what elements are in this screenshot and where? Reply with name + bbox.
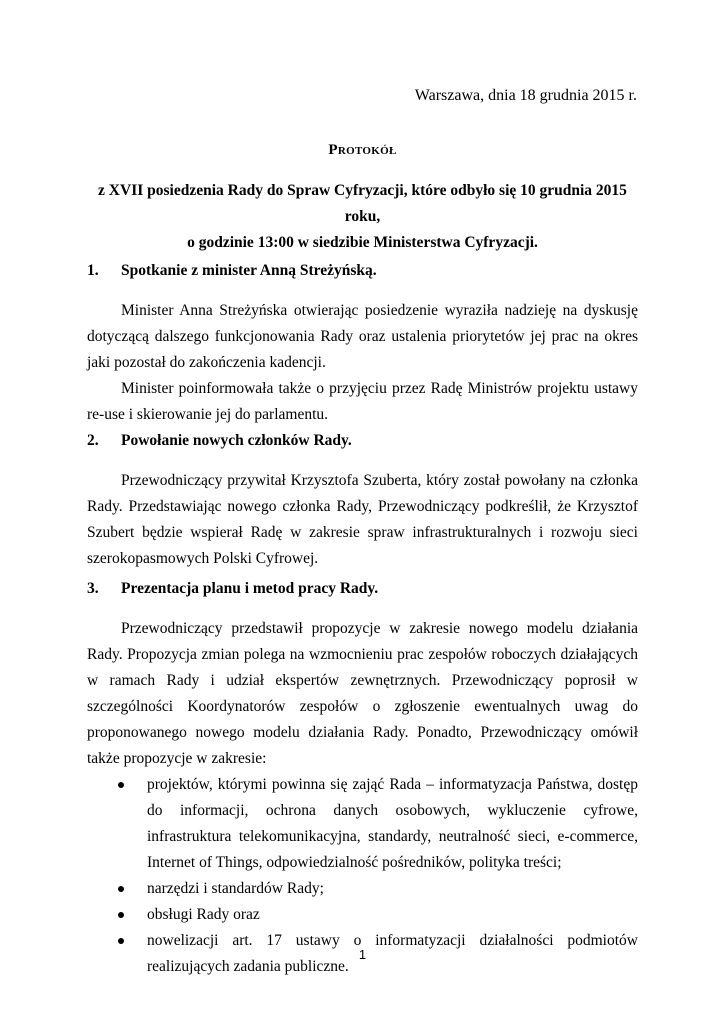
list-item-text: narzędzi i standardów Rady; (147, 880, 324, 897)
list-item (87, 902, 638, 928)
list-item-text: obsługi Rady oraz (147, 906, 260, 923)
section-1 (87, 258, 638, 428)
paragraph: Przewodniczący przedstawił propozycje w zakresie nowego modelu działania Rady. Propozycja zmian polega na wzmocnieniu prac zespołów roboczych działających w ramach Rady i udział ekspertów zewnętrznych. Przewodniczący poprosił w szczególności Koordynatorów zespołów o zgłoszenie ewentualnych uwag do proponowanego nowego modelu działania Rady. Ponadto, Przewodniczący omówił także propozycje w zakresie: (87, 620, 638, 767)
bullet-icon (118, 886, 124, 892)
list-item (87, 876, 638, 902)
section-title: Prezentacja planu i metod pracy Rady. (121, 580, 379, 597)
date-line: Warszawa, dnia 18 grudnia 2015 r. (414, 87, 637, 104)
section-3 (87, 576, 638, 980)
page-number: 1 (358, 947, 367, 962)
section-heading (87, 428, 638, 454)
bullet-icon (118, 912, 124, 918)
list-item-text: nowelizacji art. 17 ustawy o informatyzacji działalności podmiotów realizujących zadania publiczne. (147, 932, 638, 975)
bullet-icon (118, 782, 124, 788)
section-heading (87, 576, 638, 602)
section-title: Powołanie nowych członków Rady. (121, 432, 352, 449)
section-number: 3. (87, 580, 99, 597)
section-title: Spotkanie z minister Anną Streżyńską. (121, 262, 377, 279)
document-title: Protokół (328, 142, 397, 158)
paragraph: Minister Anna Streżyńska otwierając posiedzenie wyraziła nadzieję na dyskusję dotyczącą dalszego funkcjonowania Rady oraz ustalenia priorytetów jej prac na okres jaki pozostał do zakończenia kadencji. (87, 302, 638, 371)
document-subtitle (80, 178, 645, 256)
list-item (87, 772, 638, 876)
subtitle-line-1: z XVII posiedzenia Rady do Spraw Cyfryzacji, które odbyło się 10 grudnia 2015 roku, (98, 182, 627, 225)
paragraph: Minister poinformowała także o przyjęciu przez Radę Ministrów projektu ustawy re-use i skierowanie jej do parlamentu. (87, 380, 638, 423)
paragraph: Przewodniczący przywitał Krzysztofa Szuberta, który został powołany na członka Rady. Przedstawiając nowego członka Rady, Przewodniczący podkreślił, że Krzysztof Szubert będzie wspierał Radę w zakresie spraw infrastrukturalnych i rozwoju sieci szerokopasmowych Polski Cyfrowej. (87, 472, 638, 567)
subtitle-line-2: o godzinie 13:00 w siedzibie Ministerstwa Cyfryzacji. (187, 234, 538, 251)
section-heading (87, 258, 638, 284)
section-number: 2. (87, 432, 99, 449)
section-2 (87, 428, 638, 572)
list-item-text: projektów, którymi powinna się zająć Rada – informatyzacja Państwa, dostęp do informacji, ochrona danych osobowych, wykluczenie cyfrowe, infrastruktura telekomunikacyjna, standardy, neutralność sieci, e-commerce, Internet of Things, odpowiedzialność pośredników, polityka treści; (147, 776, 638, 871)
bullet-icon (118, 938, 124, 944)
section-number: 1. (87, 262, 99, 279)
